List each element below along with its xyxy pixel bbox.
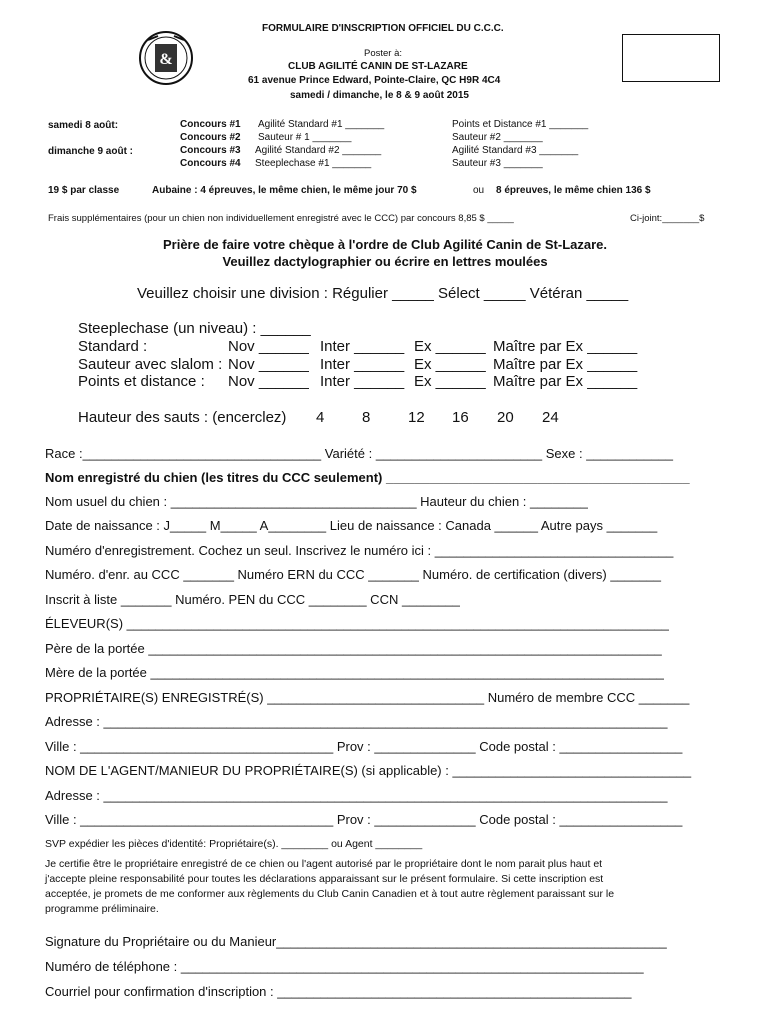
points-maitre[interactable]: Maître par Ex ______ (493, 373, 638, 390)
division-selector[interactable]: Veuillez choisir une division : Régulier _____ Sélect _____ Vétéran _____ (137, 285, 629, 302)
race-field[interactable]: Race :_________________________________ Variété : _______________________ Sexe : ____________ (45, 446, 673, 461)
ccc-number-field[interactable]: Numéro. d'enr. au CCC _______ Numéro ERN du CCC _______ Numéro. de certification (divers) _______ (45, 567, 661, 582)
certification-line: Je certifie être le propriétaire enregistré de ce chien ou l'agent autorisé par le propriétaire dont le nom parait plus haut et (45, 858, 603, 870)
form-title: FORMULAIRE D'INSCRIPTION OFFICIEL DU C.C.C. (262, 23, 504, 34)
agent-address-field[interactable]: Adresse : ______________________________________________________________________________ (45, 788, 668, 803)
points-nov[interactable]: Nov ______ (228, 373, 309, 390)
concours-3-event[interactable]: Agilité Standard #2 _______ (255, 145, 382, 156)
fee-aubaine: Aubaine : 4 épreuves, le même chien, le même jour 70 $ (152, 185, 417, 196)
height-option[interactable]: 24 (542, 409, 559, 426)
sire-field[interactable]: Père de la portée _______________________________________________________________________ (45, 641, 662, 656)
height-option[interactable]: 12 (408, 409, 425, 426)
registered-name-field[interactable]: Nom enregistré du chien (les titres du CCC seulement) __________________________________________ (45, 470, 690, 485)
concours-3-label: Concours #3 (180, 145, 241, 156)
registration-number-field[interactable]: Numéro d'enregistrement. Cochez un seul. Inscrivez le numéro ici : _________________________________ (45, 543, 674, 558)
height-option[interactable]: 4 (316, 409, 325, 426)
phone-field[interactable]: Numéro de téléphone : ________________________________________________________________ (45, 959, 644, 974)
poster-label: Poster à: (364, 48, 403, 59)
certification-line: j'accepte pleine responsabilité pour toutes les déclarations apparaissant sur le présent formulaire. Si cette inscription est (45, 873, 604, 885)
samedi-label: samedi 8 août: (48, 120, 119, 131)
owner-field[interactable]: PROPRIÉTAIRE(S) ENREGISTRÉ(S) ______________________________ Numéro de membre CCC _______ (45, 690, 690, 705)
birth-date-field[interactable]: Date de naissance : J_____ M_____ A________ Lieu de naissance : Canada ______ Autre pays _______ (45, 518, 658, 533)
height-option[interactable]: 8 (362, 409, 371, 426)
sauteur-ex[interactable]: Ex ______ (414, 356, 486, 373)
concours-4-label: Concours #4 (180, 158, 241, 169)
points-inter[interactable]: Inter ______ (320, 373, 405, 390)
sauteur-nov[interactable]: Nov ______ (228, 356, 309, 373)
sauteur-label: Sauteur avec slalom : (78, 356, 223, 373)
height-option[interactable]: 20 (497, 409, 514, 426)
sauteur-maitre[interactable]: Maître par Ex ______ (493, 356, 638, 373)
certification-line: programme préliminaire. (45, 903, 159, 915)
event-dates: samedi / dimanche, le 8 & 9 août 2015 (290, 90, 469, 101)
email-field[interactable]: Courriel pour confirmation d'inscription : _________________________________________________ (45, 984, 632, 999)
heights-label: Hauteur des sauts : (encerclez) (78, 409, 287, 426)
certification-line: acceptée, je promets de me conformer aux règlements du Club Canin Canadien et à tout autre règlement paraissant sur le (45, 888, 615, 900)
standard-label: Standard : (78, 338, 148, 355)
points-ex[interactable]: Ex ______ (414, 373, 486, 390)
agent-city-field[interactable]: Ville : ___________________________________ Prov : ______________ Code postal : _________________ (45, 812, 683, 827)
office-use-box (622, 34, 720, 82)
fee-extra[interactable]: Frais supplémentaires (pour un chien non individuellement enregistré avec le CCC) par concours 8,85 $ _____ (48, 213, 514, 224)
concours-2-right[interactable]: Sauteur #2 _______ (452, 132, 543, 143)
dog-club-logo-icon (138, 30, 194, 86)
concours-3-right[interactable]: Agilité Standard #3 _______ (452, 145, 579, 156)
fee-eight: 8 épreuves, le même chien 136 $ (496, 185, 651, 196)
concours-1-right[interactable]: Points et Distance #1 _______ (452, 119, 589, 130)
concours-2-label: Concours #2 (180, 132, 241, 143)
usual-name-field[interactable]: Nom usuel du chien : __________________________________ Hauteur du chien : ________ (45, 494, 588, 509)
svg-text:&: & (159, 51, 173, 68)
standard-maitre[interactable]: Maître par Ex ______ (493, 338, 638, 355)
owner-address-field[interactable]: Adresse : ______________________________________________________________________________ (45, 714, 668, 729)
points-label: Points et distance : (78, 373, 205, 390)
club-name: CLUB AGILITÉ CANIN DE ST-LAZARE (288, 61, 468, 72)
club-address: 61 avenue Prince Edward, Pointe-Claire, QC H9R 4C4 (248, 75, 501, 86)
writing-instruction: Veuillez dactylographier ou écrire en lettres moulées (222, 254, 548, 269)
fee-per-class: 19 $ par classe (48, 185, 120, 196)
standard-ex[interactable]: Ex ______ (414, 338, 486, 355)
signature-field[interactable]: Signature du Propriétaire ou du Manieur______________________________________________________ (45, 934, 667, 949)
cheque-instruction: Prière de faire votre chèque à l'ordre de Club Agilité Canin de St-Lazare. (162, 237, 607, 252)
height-option[interactable]: 16 (452, 409, 469, 426)
concours-2-event[interactable]: Sauteur # 1 _______ (258, 132, 352, 143)
fee-cijoint[interactable]: Ci-joint:_______$ (630, 213, 705, 224)
id-documents-field[interactable]: SVP expédier les pièces d'identité: Propriétaire(s). ________ ou Agent ________ (45, 838, 423, 850)
concours-4-event[interactable]: Steeplechase #1 _______ (255, 158, 372, 169)
concours-4-right[interactable]: Sauteur #3 _______ (452, 158, 543, 169)
concours-1-label: Concours #1 (180, 119, 241, 130)
listing-field[interactable]: Inscrit à liste _______ Numéro. PEN du CCC ________ CCN ________ (45, 592, 460, 607)
dimanche-label: dimanche 9 août : (48, 146, 134, 157)
steeplechase-level[interactable]: Steeplechase (un niveau) : ______ (78, 320, 311, 337)
owner-city-field[interactable]: Ville : ___________________________________ Prov : ______________ Code postal : _________________ (45, 739, 683, 754)
standard-inter[interactable]: Inter ______ (320, 338, 405, 355)
fee-ou: ou (473, 185, 485, 196)
standard-nov[interactable]: Nov ______ (228, 338, 309, 355)
sauteur-inter[interactable]: Inter ______ (320, 356, 405, 373)
concours-1-event[interactable]: Agilité Standard #1 _______ (258, 119, 385, 130)
breeder-field[interactable]: ÉLEVEUR(S) ___________________________________________________________________________ (45, 616, 669, 631)
dam-field[interactable]: Mère de la portée _______________________________________________________________________ (45, 665, 664, 680)
agent-field[interactable]: NOM DE L'AGENT/MANIEUR DU PROPRIÉTAIRE(S) (si applicable) : _________________________________ (45, 763, 692, 778)
